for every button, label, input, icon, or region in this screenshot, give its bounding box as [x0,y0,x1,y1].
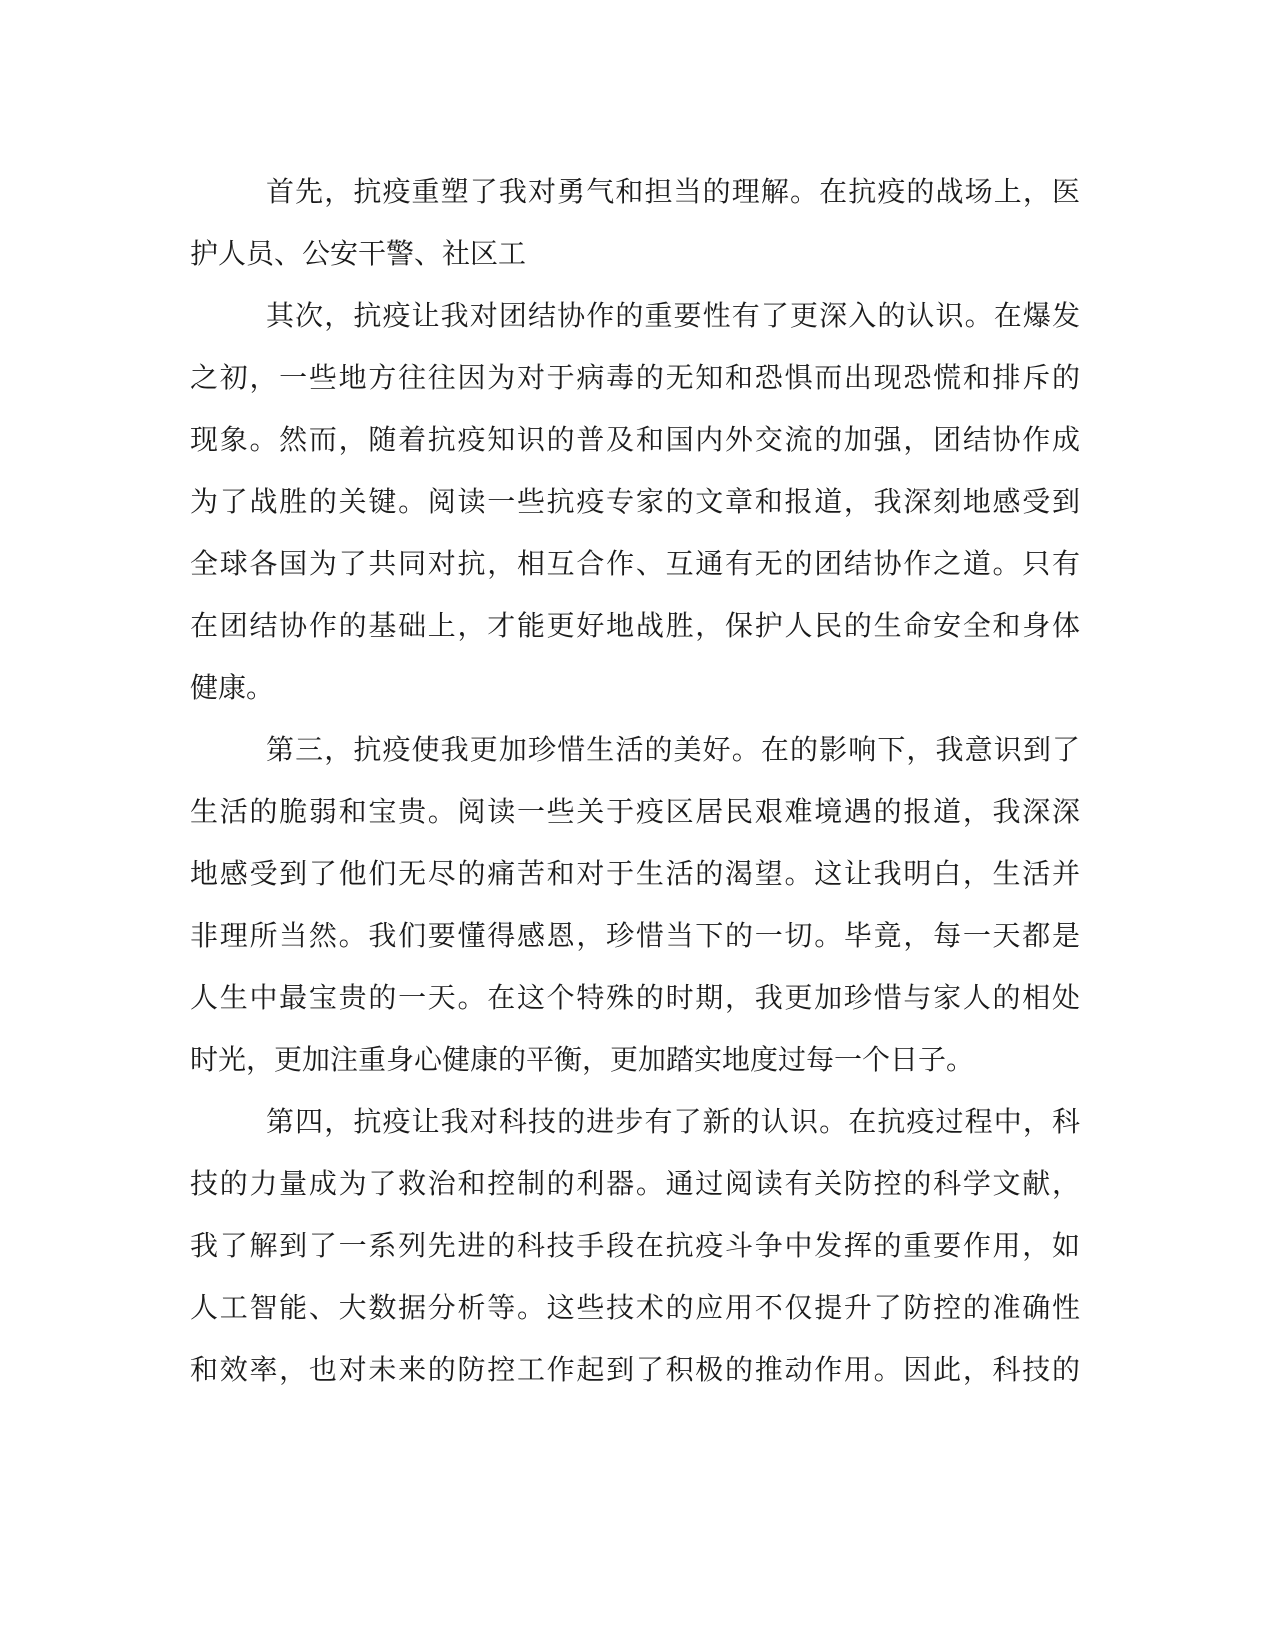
text-line: 现象。然而，随着抗疫知识的普及和国内外交流的加强，团结协作成 [190,423,1080,456]
text-line: 其次，抗疫让我对团结协作的重要性有了更深入的认识。在爆发 [266,299,1080,332]
text-line: 护人员、公安干警、社区工 [190,237,527,270]
paragraph-courage [190,161,1080,285]
paragraph-life [190,719,1080,1091]
text-line: 和效率，也对未来的防控工作起到了积极的推动作用。因此，科技的 [190,1353,1080,1386]
text-line: 第四，抗疫让我对科技的进步有了新的认识。在抗疫过程中，科 [266,1105,1080,1138]
text-line: 我了解到了一系列先进的科技手段在抗疫斗争中发挥的重要作用，如 [190,1229,1080,1262]
document-body [190,161,1080,1401]
text-line: 首先，抗疫重塑了我对勇气和担当的理解。在抗疫的战场上，医 [266,175,1080,208]
text-line: 人生中最宝贵的一天。在这个特殊的时期，我更加珍惜与家人的相处 [190,981,1080,1014]
text-line: 在团结协作的基础上，才能更好地战胜，保护人民的生命安全和身体 [190,609,1080,642]
paragraph-solidarity [190,285,1080,719]
text-line: 为了战胜的关键。阅读一些抗疫专家的文章和报道，我深刻地感受到 [190,485,1080,518]
text-line: 全球各国为了共同对抗，相互合作、互通有无的团结协作之道。只有 [190,547,1080,580]
text-line: 地感受到了他们无尽的痛苦和对于生活的渴望。这让我明白，生活并 [190,857,1080,890]
text-line: 之初，一些地方往往因为对于病毒的无知和恐惧而出现恐慌和排斥的 [190,361,1080,394]
text-line: 健康。 [190,671,275,704]
text-line: 技的力量成为了救治和控制的利器。通过阅读有关防控的科学文献， [190,1167,1080,1200]
text-line: 人工智能、大数据分析等。这些技术的应用不仅提升了防控的准确性 [190,1291,1080,1324]
text-line: 非理所当然。我们要懂得感恩，珍惜当下的一切。毕竟，每一天都是 [190,919,1080,952]
text-line: 生活的脆弱和宝贵。阅读一些关于疫区居民艰难境遇的报道，我深深 [190,795,1080,828]
paragraph-technology [190,1091,1080,1401]
text-line: 第三，抗疫使我更加珍惜生活的美好。在的影响下，我意识到了 [266,733,1080,766]
text-line: 时光，更加注重身心健康的平衡，更加踏实地度过每一个日子。 [190,1043,975,1076]
